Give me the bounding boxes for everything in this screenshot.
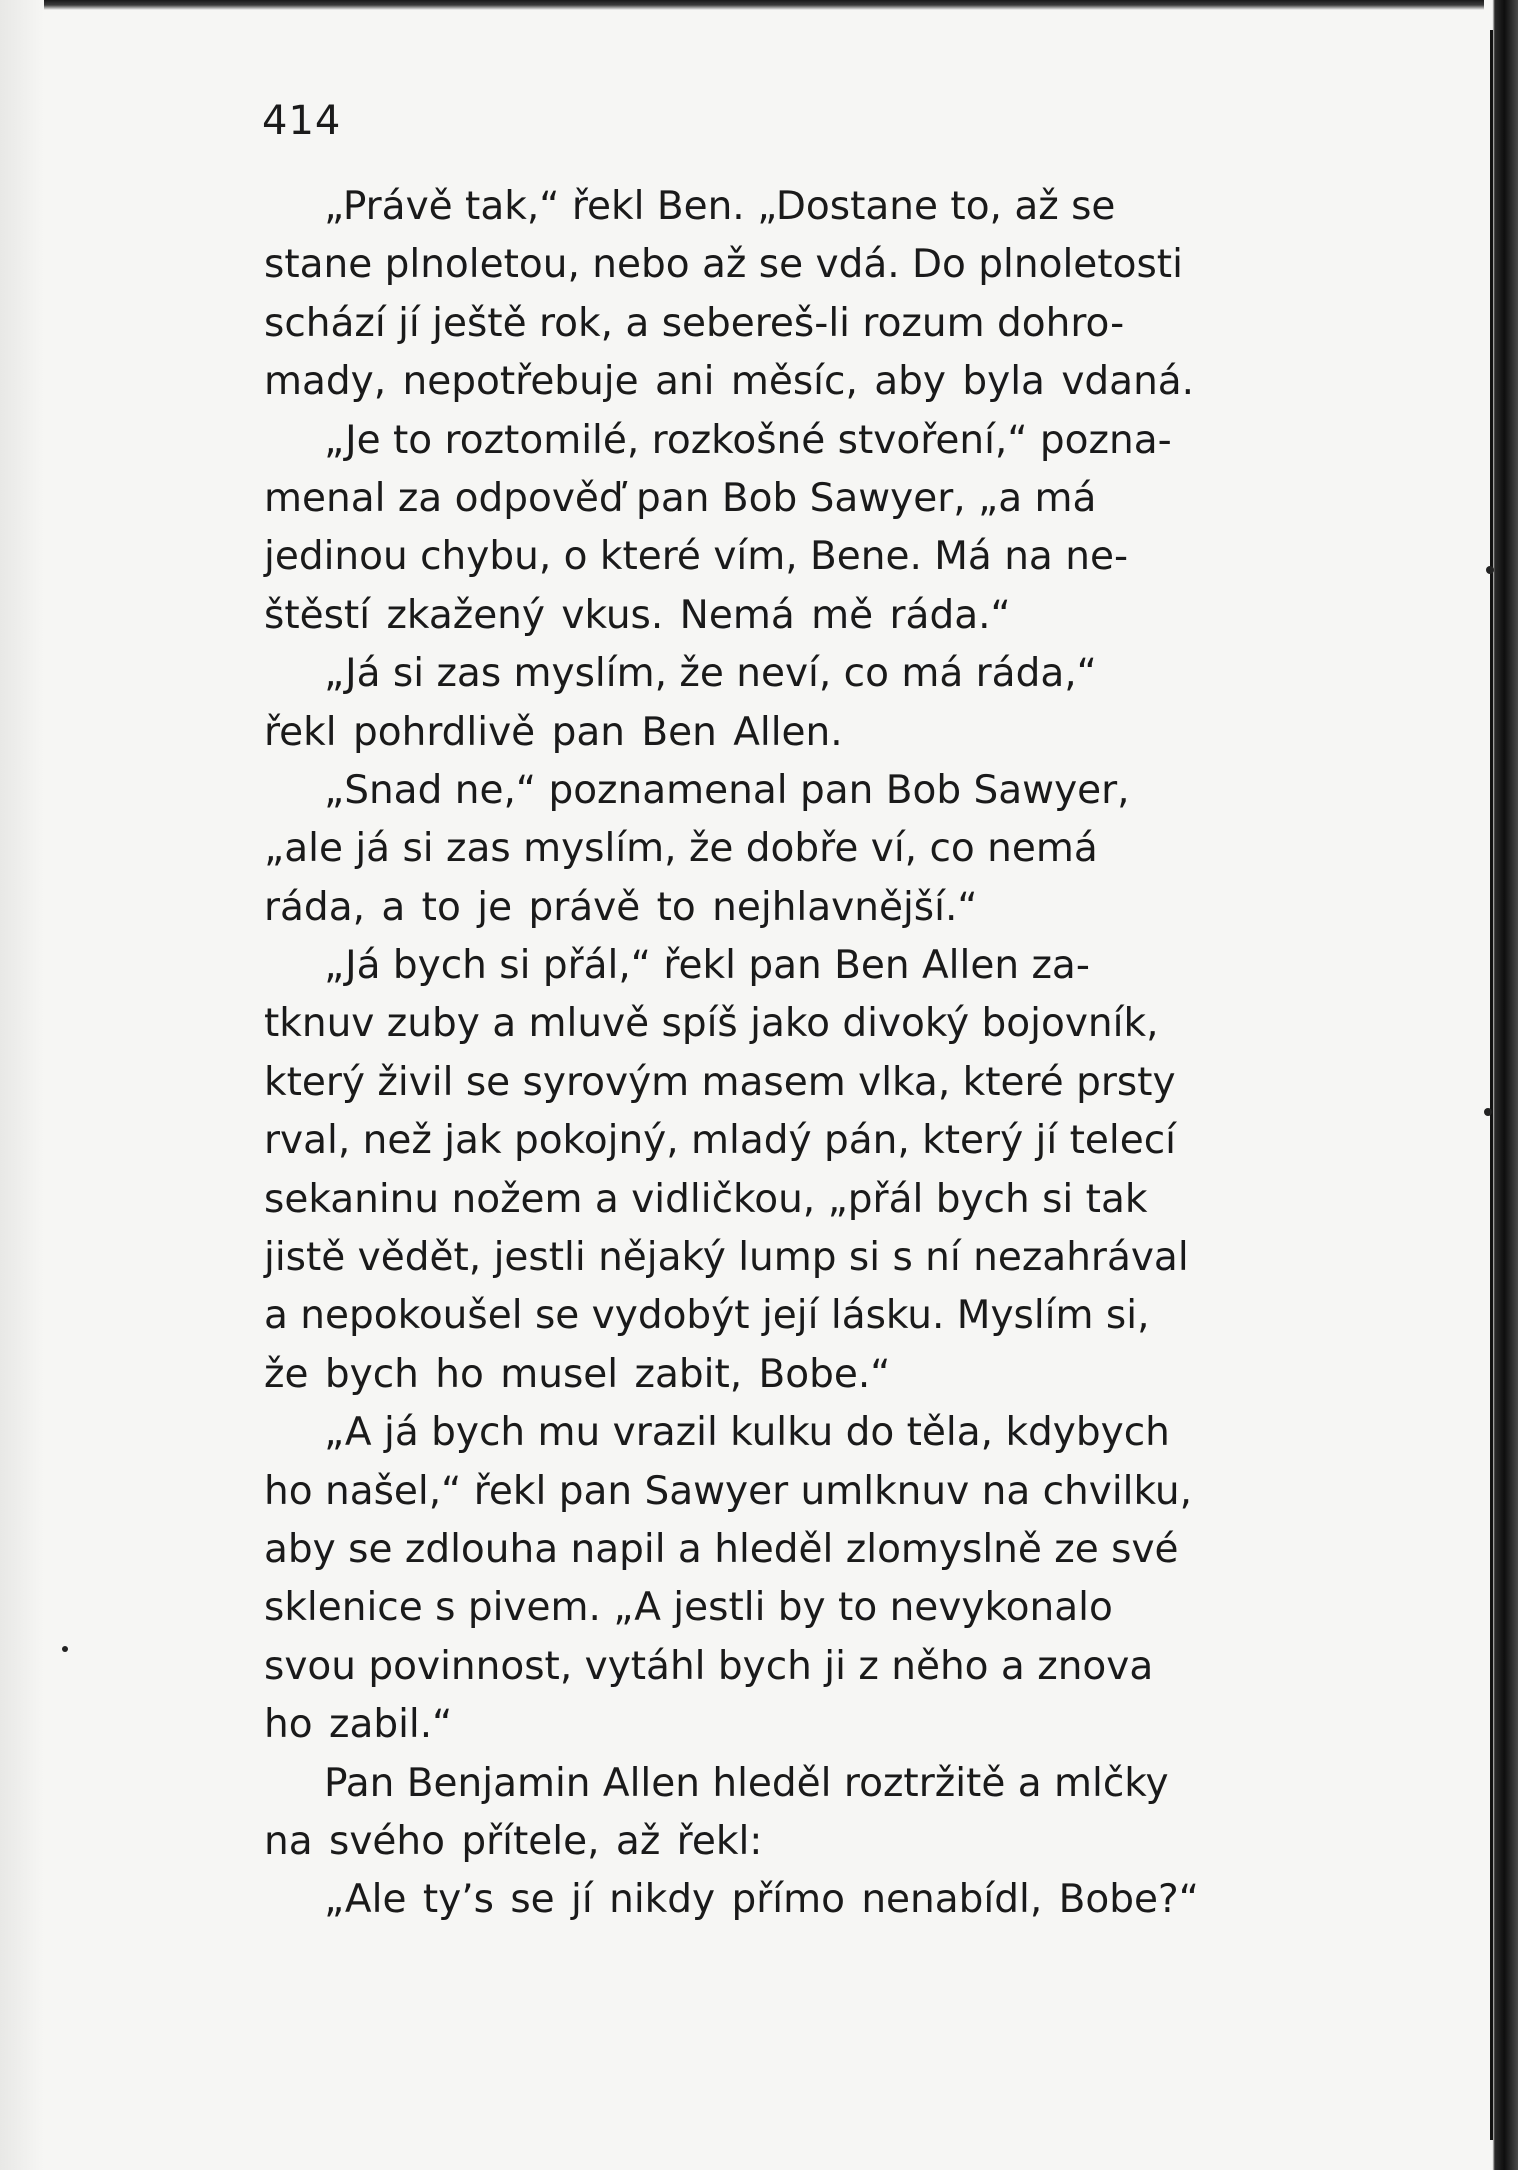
text-line: „Snad ne,“ poznamenal pan Bob Sawyer, [324,767,1130,813]
scan-speck [62,1646,68,1652]
text-line: „Je to roztomilé, rozkošné stvoření,“ pozna- [324,417,1172,463]
text-line: řekl pohrdlivě pan Ben Allen. [264,709,843,755]
text-line: „Právě tak,“ řekl Ben. „Dostane to, až se [324,184,1116,229]
text-line: štěstí zkažený vkus. Nemá mě ráda.“ [264,592,1011,638]
text-line: aby se zdlouha napil a hleděl zlomyslně ze své [264,1526,1179,1572]
scan-left-edge [0,0,44,2170]
text-line: Pan Benjamin Allen hleděl roztržitě a mlčky [324,1760,1169,1806]
text-line: na svého přítele, až řekl: [264,1818,763,1864]
page-number: 414 [262,98,342,144]
text-line: rval, než jak pokojný, mladý pán, který jí telecí [264,1118,1177,1164]
text-line: „Já bych si přál,“ řekl pan Ben Allen za- [324,943,1090,989]
text-line: sekaninu nožem a vidličkou, „přál bych si tak [264,1176,1148,1222]
text-line: schází jí ještě rok, a sebereš-li rozum dohro- [264,300,1125,346]
text-line: stane plnoletou, nebo až se vdá. Do plnoletosti [264,242,1183,288]
text-line: a nepokoušel se vydobýt její lásku. Myslím si, [264,1293,1150,1339]
text-line: sklenice s pivem. „A jestli by to nevykonalo [264,1585,1113,1631]
scan-top-edge [0,0,1518,10]
text-line: ho našel,“ řekl pan Sawyer umlknuv na chvilku, [264,1468,1193,1514]
text-line: že bych ho musel zabit, Bobe.“ [264,1351,891,1397]
text-line: tknuv zuby a mluvě spíš jako divoký bojovník, [264,1001,1159,1047]
book-spine-shadow [1490,30,1493,2140]
text-line: „ale já si zas myslím, že dobře ví, co nemá [264,826,1098,872]
text-line: mady, nepotřebuje ani měsíc, aby byla vdaná. [264,359,1195,405]
text-line: „Já si zas myslím, že neví, co má ráda,“ [324,651,1097,697]
text-line: který živil se syrovým masem vlka, které prsty [264,1059,1176,1105]
body-text [264,178,1324,1930]
scan-speck [1486,566,1494,574]
text-line: „Ale ty’s se jí nikdy přímo nenabídl, Bobe?“ [324,1877,1199,1923]
text-line: svou povinnost, vytáhl bych ji z něho a znova [264,1643,1154,1689]
text-line: ráda, a to je právě to nejhlavnější.“ [264,884,978,930]
text-line: menal za odpověď pan Bob Sawyer, „a má [264,475,1097,521]
text-line: jedinou chybu, o které vím, Bene. Má na ne- [264,534,1129,580]
text-line: jistě vědět, jestli nějaký lump si s ní nezahrával [264,1235,1189,1281]
scan-speck [1484,1108,1492,1116]
text-line: ho zabil.“ [264,1702,453,1748]
text-line: „A já bych mu vrazil kulku do těla, kdybych [324,1410,1170,1456]
